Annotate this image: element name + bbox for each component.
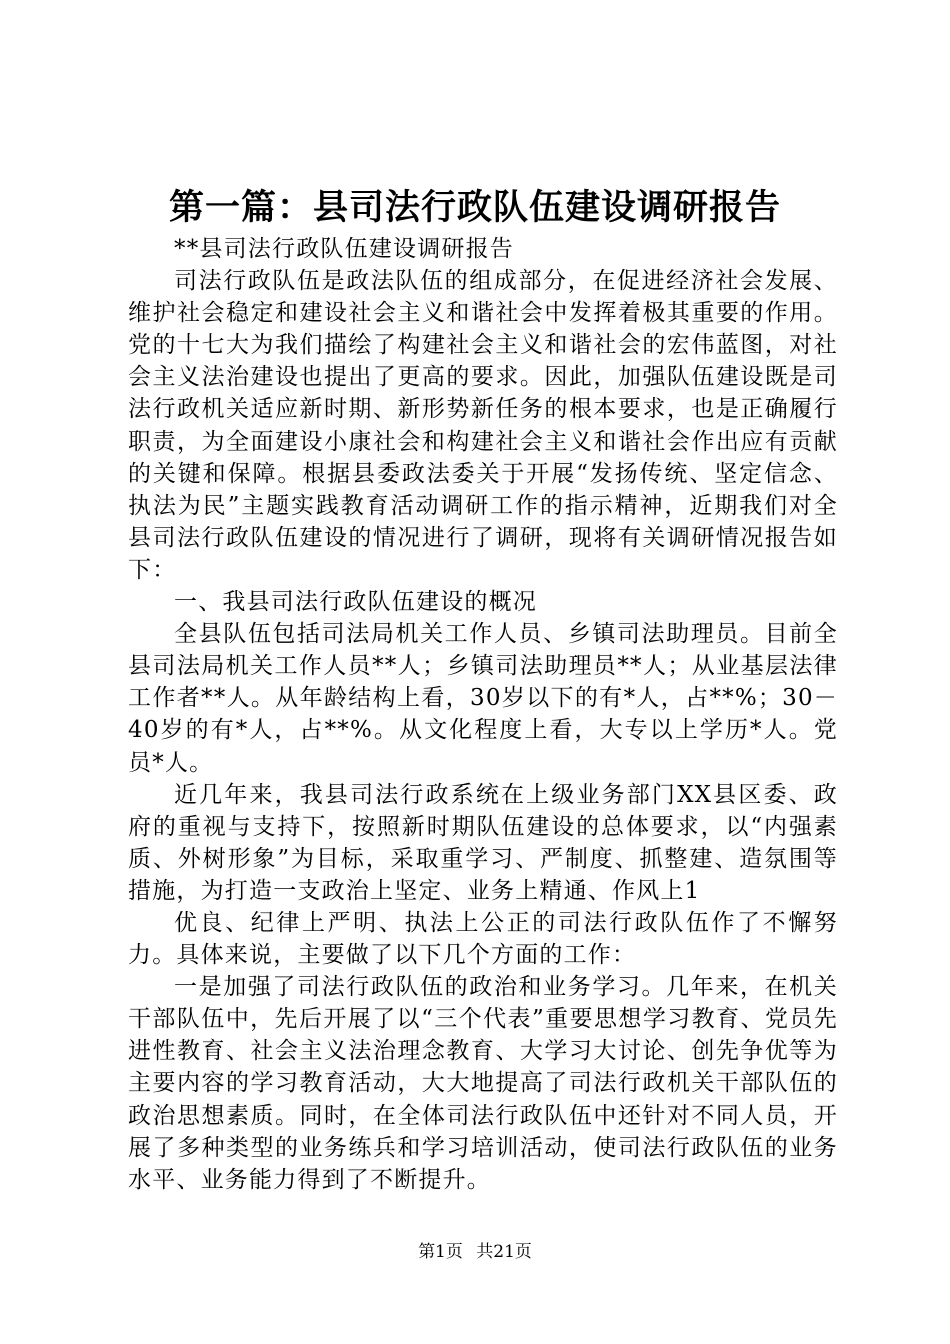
paragraph: 全县队伍包括司法局机关工作人员、乡镇司法助理员。目前全县司法局机关工作人员**人；乡镇司法助理员**人；从业基层法律工作者**人。从年龄结构上看，30岁以下的有*人，占**%；30－40岁的有*人，占**%。从文化程度上看，大专以上学历*人。党员*人。 xyxy=(128,621,838,776)
paragraph: 优良、纪律上严明、执法上公正的司法行政队伍作了不懈努力。具体来说，主要做了以下几个方面的工作： xyxy=(128,909,838,969)
page-footer xyxy=(0,1240,950,1264)
paragraph-intro: 司法行政队伍是政法队伍的组成部分，在促进经济社会发展、维护社会稳定和建设社会主义和谐社会中发挥着极其重要的作用。党的十七大为我们描绘了构建社会主义和谐社会的宏伟蓝图，对社会主义法治建设也提出了更高的要求。因此，加强队伍建设既是司法行政机关适应新时期、新形势新任务的根本要求，也是正确履行职责，为全面建设小康社会和构建社会主义和谐社会作出应有贡献的关键和保障。根据县委政法委关于开展“发扬传统、坚定信念、执法为民”主题实践教育活动调研工作的指示精神，近期我们对全县司法行政队伍建设的情况进行了调研，现将有关调研情况报告如下： xyxy=(128,268,838,583)
document-body xyxy=(128,233,838,1196)
page-number: 第1页 xyxy=(418,1242,463,1262)
document-title: 第一篇：县司法行政队伍建设调研报告 xyxy=(168,187,781,228)
paragraph-subtitle: **县司法行政队伍建设调研报告 xyxy=(174,236,514,262)
paragraph: 近几年来，我县司法行政系统在上级业务部门XX县区委、政府的重视与支持下，按照新时期队伍建设的总体要求，以“内强素质、外树形象”为目标，采取重学习、严制度、抓整建、造氛围等措施，为打造一支政治上坚定、业务上精通、作风上1 xyxy=(128,781,838,904)
section-heading: 一、我县司法行政队伍建设的概况 xyxy=(174,589,537,616)
page-total: 共21页 xyxy=(476,1242,532,1262)
paragraph: 一是加强了司法行政队伍的政治和业务学习。几年来，在机关干部队伍中，先后开展了以“三个代表”重要思想学习教育、党员先进性教育、社会主义法治理念教育、大学习大讨论、创先争优等为主要内容的学习教育活动，大大地提高了司法行政机关干部队伍的政治思想素质。同时，在全体司法行政队伍中还针对不同人员，开展了多种类型的业务练兵和学习培训活动，使司法行政队伍的业务水平、业务能力得到了不断提升。 xyxy=(128,974,838,1193)
